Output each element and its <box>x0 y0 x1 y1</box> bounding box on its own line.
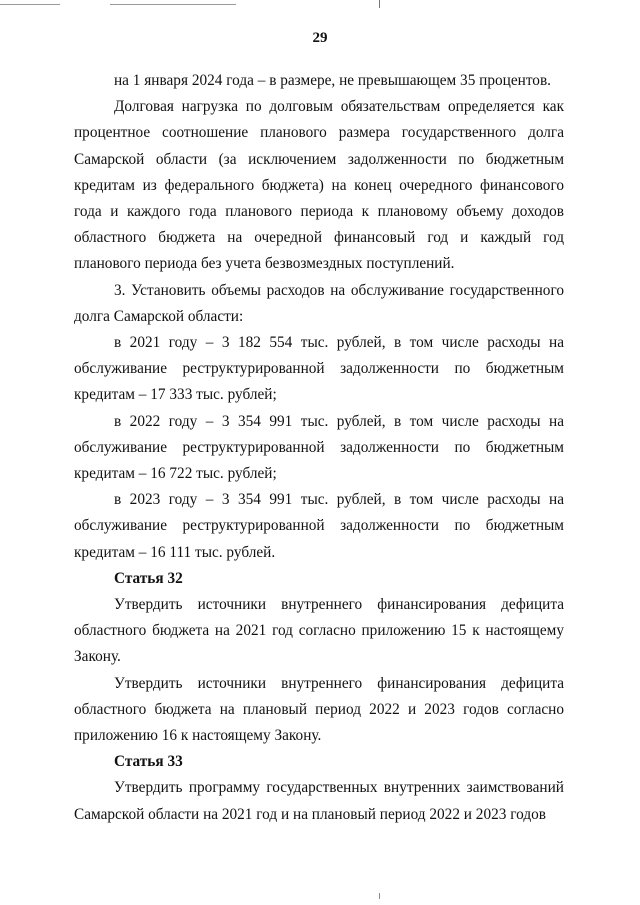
paragraph: в 2022 году – 3 354 991 тыс. рублей, в том числе расходы на обслуживание реструктурированной задолженности по бюджетным кредитам – 16 722 тыс. рублей; <box>74 412 564 483</box>
scan-edge-line <box>0 4 60 5</box>
article-heading: Статья 33 <box>114 753 183 771</box>
scan-edge-tick <box>379 893 380 899</box>
page-number: 29 <box>312 30 328 46</box>
scan-edge-tick <box>379 0 380 8</box>
scan-edge-line <box>110 4 236 5</box>
paragraph: Утвердить источники внутреннего финансирования дефицита областного бюджета на плановый период 2022 и 2023 годов согласно приложению 16 к настоящему Закону. <box>74 674 564 745</box>
paragraph: в 2023 году – 3 354 991 тыс. рублей, в том числе расходы на обслуживание реструктурированной задолженности по бюджетным кредитам – 16 111 тыс. рублей. <box>74 491 564 561</box>
paragraph: Долговая нагрузка по долговым обязательствам определяется как процентное соотношение планового размера государственного долга Самарской области (за исключением задолженности по бюджетным кредитам из федерального бюджета) на конец очередного финансового года и каждого года планового периода к плановому объему доходов областного бюджета на очередной финансовый год и каждый год планового периода без учета безвозмездных поступлений. <box>74 98 564 273</box>
paragraph: 3. Установить объемы расходов на обслуживание государственного долга Самарской области: <box>74 281 564 325</box>
article-heading: Статья 32 <box>114 569 183 587</box>
paragraph: в 2021 году – 3 182 554 тыс. рублей, в том числе расходы на обслуживание реструктурированной задолженности по бюджетным кредитам – 17 333 тыс. рублей; <box>74 334 564 404</box>
paragraph: на 1 января 2024 года – в размере, не превышающем 35 процентов. <box>114 72 552 89</box>
paragraph: Утвердить программу государственных внутренних заимствований Самарской области на 2021 год и на плановый период 2022 и 2023 годов <box>74 779 564 823</box>
paragraph: Утвердить источники внутреннего финансирования дефицита областного бюджета на 2021 год согласно приложению 15 к настоящему Закону. <box>74 596 564 666</box>
document-body <box>74 68 564 828</box>
